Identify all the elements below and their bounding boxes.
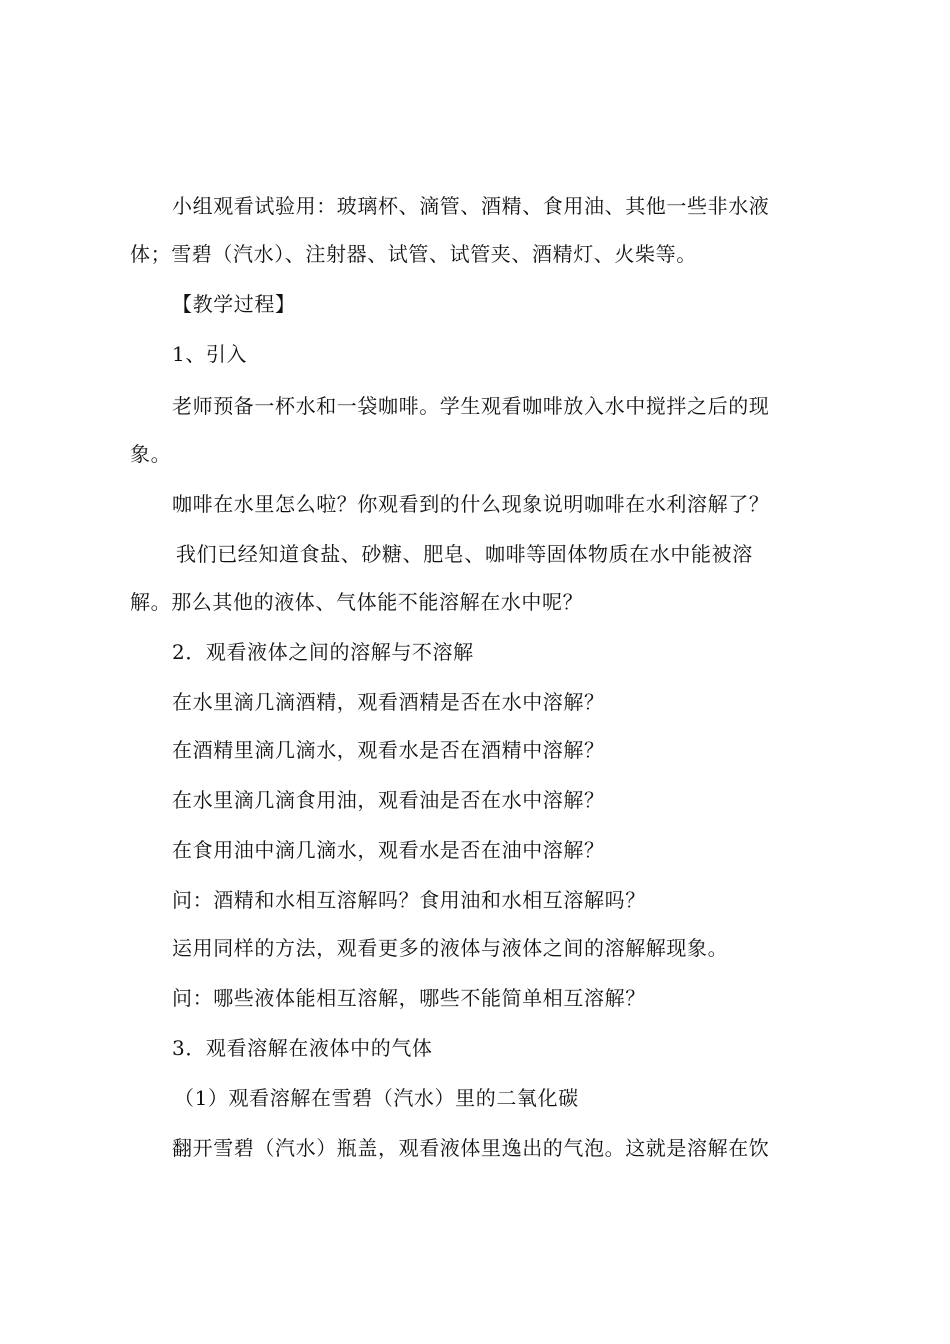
paragraph-intro-line-1: 老师预备一杯水和一袋咖啡。学生观看咖啡放入水中搅拌之后的现	[172, 394, 770, 418]
paragraph-solids-line-1: 我们已经知道食盐、砂糖、肥皂、咖啡等固体物质在水中能被溶	[176, 542, 753, 566]
paragraph-intro-line-2: 象。	[130, 442, 172, 466]
step-3-heading: 3．观看溶解在液体中的气体	[172, 1036, 433, 1060]
sub-step-1-heading: （1）观看溶解在雪碧（汽水）里的二氧化碳	[174, 1086, 579, 1110]
experiment-line-4: 在食用油中滴几滴水，观看水是否在油中溶解？	[172, 838, 605, 862]
question-which-liquids: 问：哪些液体能相互溶解，哪些不能简单相互溶解？	[172, 986, 646, 1010]
step-1-heading: 1、引入	[172, 342, 248, 366]
section-heading-teaching-process: 【教学过程】	[172, 292, 296, 316]
experiment-line-1: 在水里滴几滴酒精，观看酒精是否在水中溶解？	[172, 690, 605, 714]
experiment-line-3: 在水里滴几滴食用油，观看油是否在水中溶解？	[172, 788, 605, 812]
paragraph-materials-line-1: 小组观看试验用：玻璃杯、滴管、酒精、食用油、其他一些非水液	[172, 194, 770, 218]
question-coffee: 咖啡在水里怎么啦？你观看到的什么现象说明咖啡在水利溶解了？	[172, 492, 770, 516]
question-mutual-dissolve: 问：酒精和水相互溶解吗？食用油和水相互溶解吗？	[172, 888, 646, 912]
paragraph-soda-line-1: 翻开雪碧（汽水）瓶盖，观看液体里逸出的气泡。这就是溶解在饮	[172, 1136, 770, 1160]
paragraph-more-liquids: 运用同样的方法，观看更多的液体与液体之间的溶解解现象。	[172, 936, 729, 960]
paragraph-solids-line-2: 解。那么其他的液体、气体能不能溶解在水中呢？	[130, 590, 584, 614]
step-2-heading: 2．观看液体之间的溶解与不溶解	[172, 640, 474, 664]
experiment-line-2: 在酒精里滴几滴水，观看水是否在酒精中溶解？	[172, 738, 605, 762]
paragraph-materials-line-2: 体；雪碧（汽水）、注射器、试管、试管夹、酒精灯、火柴等。	[130, 242, 697, 266]
